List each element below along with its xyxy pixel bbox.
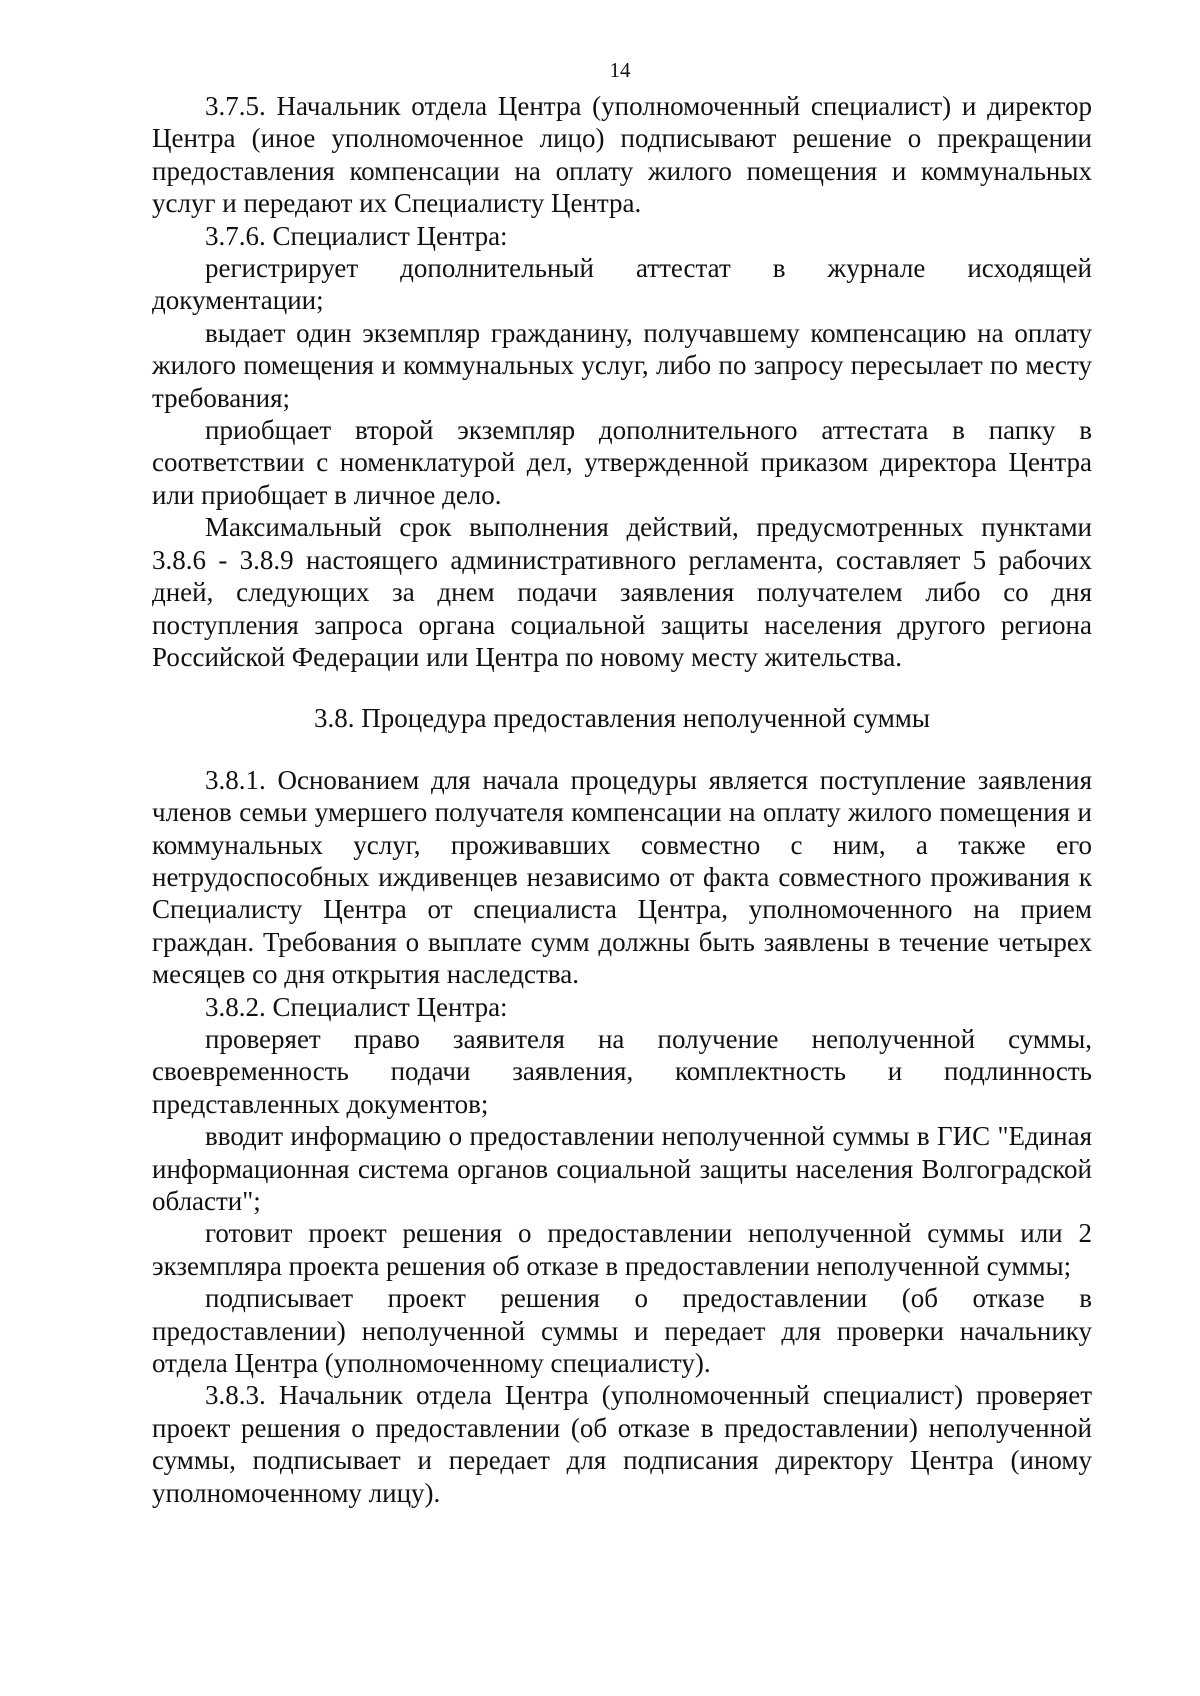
paragraph-registers: регистрирует дополнительный аттестат в журнале исходящей документации; xyxy=(152,253,1092,316)
paragraph-max-term: Максимальный срок выполнения действий, предусмотренных пунктами 3.8.6 - 3.8.9 настоящего административного регламента, составляет 5 рабочих дней, следующих за днем подачи заявления получателем либо со дня поступления запроса органа социальной защиты населения другого региона Российской Федерации или Центра по новому месту жительства. xyxy=(152,512,1092,672)
paragraph-3-8-1: 3.8.1. Основанием для начала процедуры является поступление заявления членов семьи умершего получателя компенсации на оплату жилого помещения и коммунальных услуг, проживавших совместно с ним, а также его нетрудоспособных иждивенцев независимо от факта совместного проживания к Специалисту Центра от специалиста Центра, уполномоченного на прием граждан. Требования о выплате сумм должны быть заявлены в течение четырех месяцев со дня открытия наследства. xyxy=(152,764,1092,990)
paragraph-enters: вводит информацию о предоставлении неполученной суммы в ГИС "Единая информационная система органов социальной защиты населения Волгоградской области"; xyxy=(152,1121,1092,1216)
paragraph-issues: выдает один экземпляр гражданину, получавшему компенсацию на оплату жилого помещения и коммунальных услуг, либо по запросу пересылает по месту требования; xyxy=(152,317,1092,413)
paragraph-3-7-6: 3.7.6. Специалист Центра: xyxy=(205,220,508,251)
paragraph-checks: проверяет право заявителя на получение неполученной суммы, своевременность подачи заявления, комплектность и подлинность представленных документов; xyxy=(152,1023,1092,1119)
section-heading-3-8: 3.8. Процедура предоставления неполученной суммы xyxy=(313,703,931,734)
paragraph-prepares: готовит проект решения о предоставлении неполученной суммы или 2 экземпляра проекта решения об отказе в предоставлении неполученной суммы; xyxy=(152,1218,1092,1281)
paragraph-signs: подписывает проект решения о предоставлении (об отказе в предоставлении) неполученной суммы и передает для проверки начальнику отдела Центра (уполномоченному специалисту). xyxy=(152,1283,1092,1379)
paragraph-attaches: приобщает второй экземпляр дополнительного аттестата в папку в соответствии с номенклатурой дел, утвержденной приказом директора Центра или приобщает в личное дело. xyxy=(152,415,1092,510)
page-number: 14 xyxy=(609,58,631,82)
paragraph-3-7-5: 3.7.5. Начальник отдела Центра (уполномоченный специалист) и директор Центра (иное уполномоченное лицо) подписывают решение о прекращении предоставления компенсации на оплату жилого помещения и коммунальных услуг и передают их Специалисту Центра. xyxy=(152,91,1092,219)
document-body xyxy=(152,90,1092,1509)
paragraph-3-8-3: 3.8.3. Начальник отдела Центра (уполномоченный специалист) проверяет проект решения о предоставлении (об отказе в предоставлении) неполученной суммы, подписывает и передает для подписания директору Центра (иному уполномоченному лицу). xyxy=(152,1380,1092,1508)
paragraph-3-8-2: 3.8.2. Специалист Центра: xyxy=(205,991,508,1022)
